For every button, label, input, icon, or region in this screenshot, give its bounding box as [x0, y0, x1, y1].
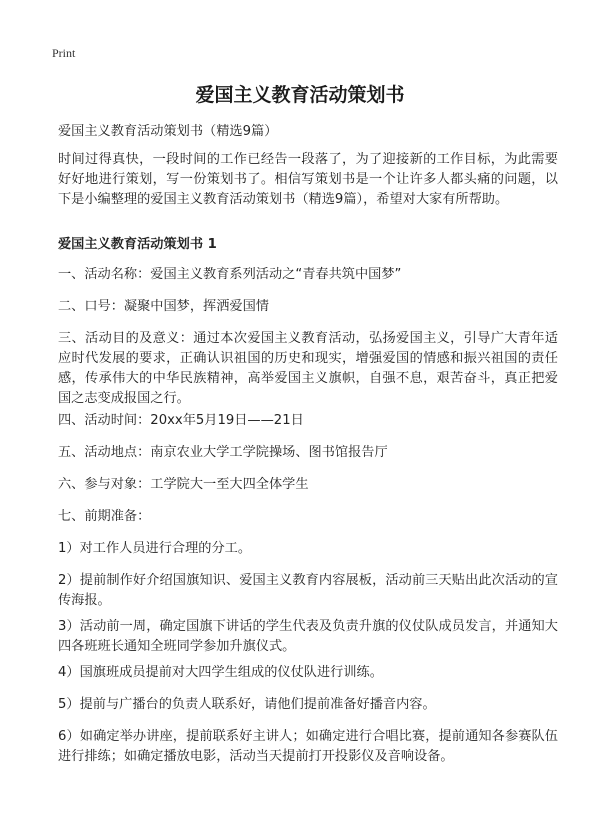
intro-paragraph: 时间过得真快，一段时间的工作已经告一段落了，为了迎接新的工作目标，为此需要好好地进行策划，写一份策划书了。相信写策划书是一个让许多人都头痛的问题，以下是小编整理的爱国主义教育活动策划书（精选9篇），希望对大家有所帮助。 — [58, 152, 558, 207]
document-subtitle: 爱国主义教育活动策划书（精选9篇） — [58, 124, 278, 139]
item-participants: 六、参与对象：工学院大一至大四全体学生 — [58, 477, 309, 492]
prep-step-5: 5）提前与广播台的负责人联系好，请他们提前准备好播音内容。 — [58, 697, 436, 712]
item-slogan: 二、口号：凝聚中国梦，挥洒爱国情 — [58, 299, 269, 314]
item-preparation: 七、前期准备： — [58, 509, 151, 524]
print-label: Print — [52, 46, 76, 60]
item-purpose: 三、活动目的及意义：通过本次爱国主义教育活动，弘扬爱国主义，引导广大青年适应时代发展的要求，正确认识祖国的历史和现实，增强爱国的情感和振兴祖国的责任感，传承伟大的中华民族精神，高举爱国主义旗帜，自强不息，艰苦奋斗，真正把爱国之志变成报国之行。 — [58, 331, 558, 406]
item-time: 四、活动时间：20xx年5月19日——21日 — [58, 413, 304, 428]
prep-step-3: 3）活动前一周，确定国旗下讲话的学生代表及负责升旗的仪仗队成员发言，并通知大四各班班长通知全班同学参加升旗仪式。 — [58, 619, 558, 654]
prep-step-4: 4）国旗班成员提前对大四学生组成的仪仗队进行训练。 — [58, 665, 383, 680]
section-heading: 爱国主义教育活动策划书 1 — [58, 237, 217, 252]
prep-step-2: 2）提前制作好介绍国旗知识、爱国主义教育内容展板，活动前三天贴出此次活动的宣传海报。 — [58, 573, 558, 608]
document-title: 爱国主义教育活动策划书 — [195, 84, 405, 106]
prep-step-6: 6）如确定举办讲座，提前联系好主讲人；如确定进行合唱比赛，提前通知各参赛队伍进行排练；如确定播放电影，活动当天提前打开投影仪及音响设备。 — [58, 729, 558, 764]
item-location: 五、活动地点：南京农业大学工学院操场、图书馆报告厅 — [58, 445, 388, 460]
item-activity-name: 一、活动名称：爱国主义教育系列活动之“青春共筑中国梦” — [58, 267, 402, 282]
prep-step-1: 1）对工作人员进行合理的分工。 — [58, 541, 252, 556]
